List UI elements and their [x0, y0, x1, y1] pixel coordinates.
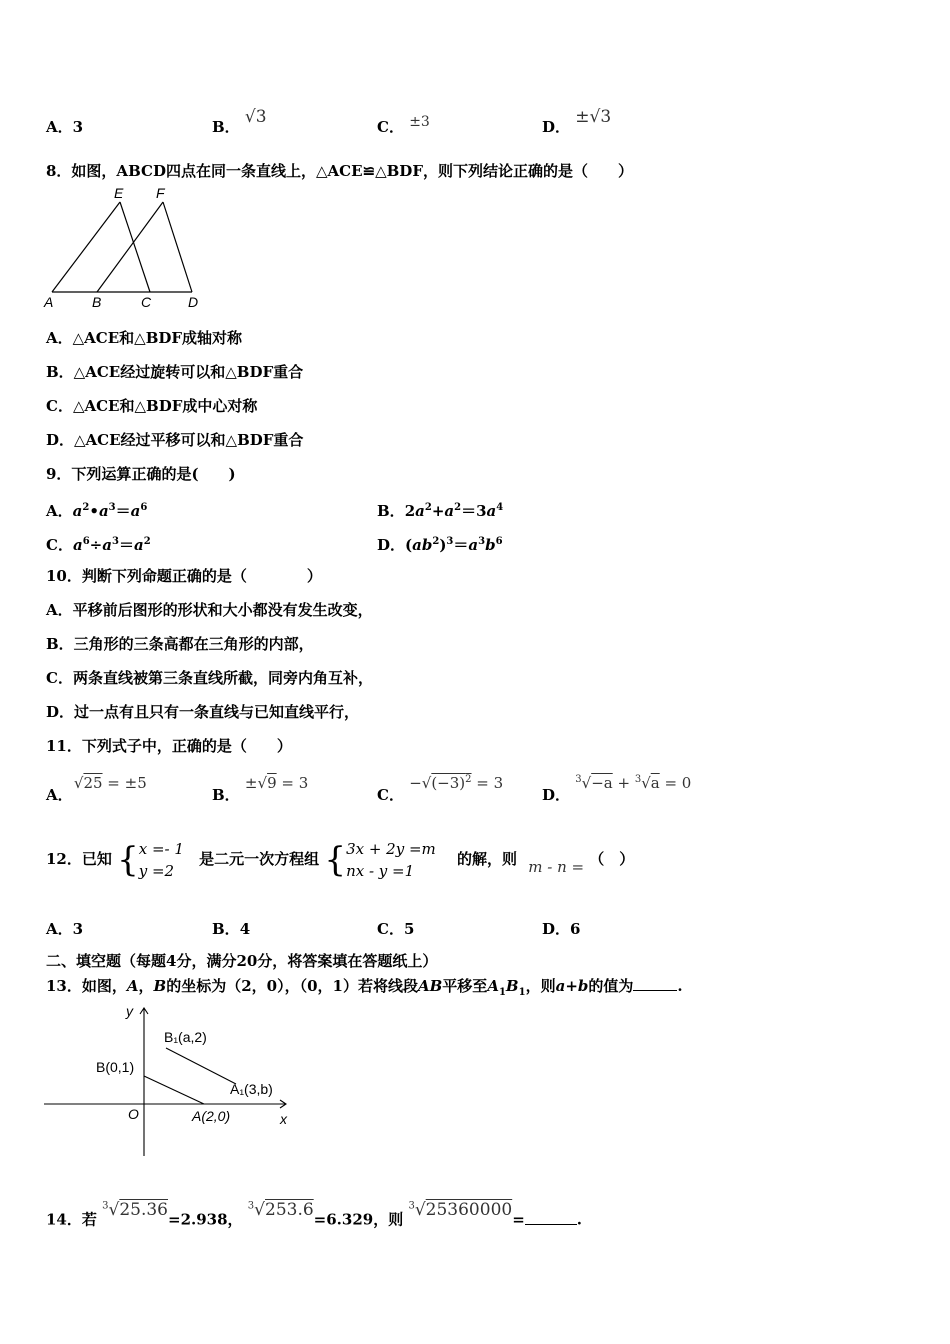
q11-option-c: C． $-√(-3)^2 = 3$	[377, 774, 504, 804]
q12-brace-1: {	[117, 840, 139, 880]
label-y: y	[126, 1003, 133, 1019]
q11-a-expr: √25 = ±5	[73, 774, 147, 792]
q9-stem: 9．下列运算正确的是( )	[46, 465, 236, 483]
label-c: C	[141, 294, 152, 310]
q10-option-a: A．平移前后图形的形状和大小都没有发生改变，	[46, 601, 373, 619]
label-a1: A₁(3,b)	[230, 1081, 273, 1097]
q10-option-c: C．两条直线被第三条直线所截，同旁内角互补，	[46, 669, 373, 687]
q13-answer-blank	[633, 990, 677, 991]
label-origin: O	[128, 1106, 139, 1122]
q8-stem: 8．如图，ABCD四点在同一条直线上，△ACE≌△BDF，则下列结论正确的是（ ）	[46, 162, 633, 180]
q12-brace-2: {	[324, 840, 347, 880]
segment-ab	[144, 1076, 204, 1104]
q11-option-a: A． √25 = ±5	[46, 774, 147, 804]
label-b1: B₁(a,2)	[164, 1029, 207, 1045]
label-a: A(2,0)	[192, 1108, 231, 1124]
section-2-title: 二、填空题（每题4分，满分20分，将答案填在答题纸上）	[46, 952, 438, 970]
q12-expr: m - n =	[528, 858, 585, 876]
q12-option-b: B．4	[212, 920, 251, 938]
q7-option-b: B． √3	[212, 107, 267, 136]
label-x: x	[280, 1111, 287, 1127]
q9-option-b: B．$2a^2+a^2=3a^4$	[377, 502, 504, 520]
q7-option-d: D． ±√3	[542, 107, 612, 136]
label-d: D	[188, 294, 199, 310]
q13-figure	[40, 1000, 300, 1160]
q8-option-a: A．△ACE和△BDF成轴对称	[46, 329, 243, 347]
q12-option-a: A．3	[46, 920, 84, 938]
q14-root-3: $^3$√25360000	[408, 1199, 513, 1220]
plus-minus-sqrt-3: ±√3	[575, 107, 612, 127]
q12-option-d: D．6	[542, 920, 581, 938]
segment-a1b1	[166, 1048, 236, 1084]
q12-option-c: C．5	[377, 920, 415, 938]
q12-solution: x =- 1 y =2	[138, 840, 184, 880]
q14-stem: 14．若 $^3$√25.36=2.938， $^3$√253.6=6.329，则 $^3$√25360000= .	[46, 1199, 583, 1229]
label-e: E	[114, 186, 124, 201]
q11-d-expr: $^3$√−a + $^3$√a = 0	[575, 774, 692, 792]
q12-system: 3x + 2y =m nx - y =1	[346, 840, 436, 880]
segment-fd	[163, 202, 192, 292]
segment-bf	[97, 202, 163, 292]
q11-stem: 11．下列式子中，正确的是（ ）	[46, 737, 292, 755]
q11-option-b: B． ±√9 = 3	[212, 774, 309, 804]
plus-minus-3: ±3	[409, 114, 430, 130]
segment-ec	[120, 202, 150, 292]
label-a: A	[44, 294, 54, 310]
q12-stem: 12．已知 {x =- 1 y =2 是二元一次方程组 {3x + 2y =m nx - y =1 的解，则 m - n = （ ）	[46, 840, 635, 880]
q13-stem: 13．如图，A，B的坐标为（2，0），（0，1）若将线段AB平移至$A_1B_1$，则a+b的值为 .	[46, 977, 683, 998]
q8-option-c: C．△ACE和△BDF成中心对称	[46, 397, 258, 415]
q10-stem: 10．判断下列命题正确的是（ ）	[46, 567, 322, 585]
q10-option-b: B．三角形的三条高都在三角形的内部，	[46, 635, 314, 653]
q10-option-d: D．过一点有且只有一条直线与已知直线平行，	[46, 703, 360, 721]
q11-b-expr: ±√9 = 3	[244, 774, 309, 792]
label-b: B	[92, 294, 102, 310]
q8-figure	[40, 186, 210, 312]
sqrt-3: √3	[244, 107, 267, 127]
segment-ae	[52, 202, 120, 292]
q11-c-expr: $-√(-3)^2 = 3$	[409, 774, 504, 792]
label-b: B(0,1)	[96, 1059, 135, 1075]
label-f: F	[156, 186, 165, 201]
q9-option-a: A．$a^2•a^3=a^6$	[46, 502, 148, 520]
q9-option-d: D．$(ab^2)^3=a^3b^6$	[377, 536, 503, 554]
q11-option-d: D． $^3$√−a + $^3$√a = 0	[542, 774, 692, 804]
q14-root-2: $^3$√253.6	[247, 1199, 314, 1220]
q7-option-a: A．3	[46, 118, 84, 136]
q8-option-d: D．△ACE经过平移可以和△BDF重合	[46, 431, 304, 449]
q14-answer-blank	[525, 1224, 577, 1225]
q8-option-b: B．△ACE经过旋转可以和△BDF重合	[46, 363, 304, 381]
q14-root-1: $^3$√25.36	[102, 1199, 168, 1220]
q7-option-c: C． ±3	[377, 114, 430, 136]
q9-option-c: C．$a^6\div a^3=a^2$	[46, 536, 151, 554]
